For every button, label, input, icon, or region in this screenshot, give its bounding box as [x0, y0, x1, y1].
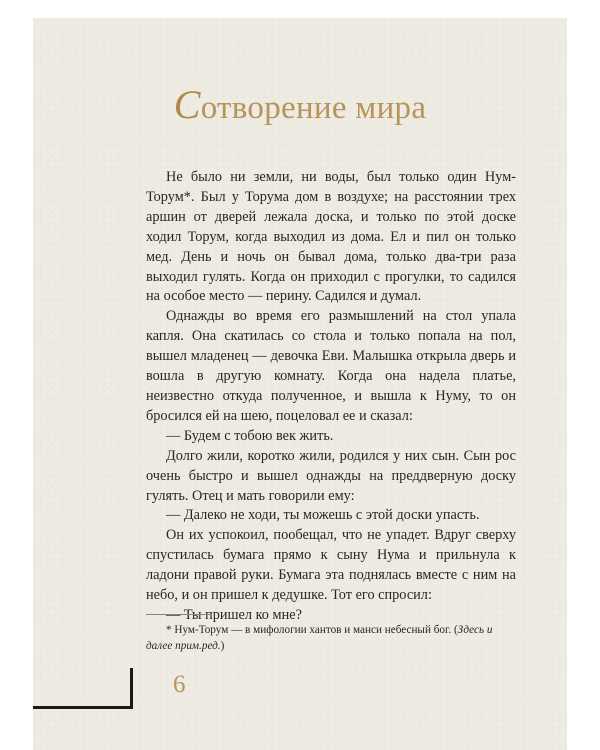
corner-ornament-vertical — [130, 668, 133, 709]
footnote-italic: Здесь и далее прим.ред. — [146, 624, 493, 652]
dialog-line-3: — Ты пришел ко мне? — [166, 606, 302, 623]
footnote-close: ) — [220, 640, 225, 652]
dialog-line-1: — Будем с тобою век жить. — [166, 427, 334, 444]
chapter-title — [33, 81, 567, 128]
dialog-line-2: — Далеко не ходи, ты можешь с этой доски упасть. — [166, 507, 480, 524]
footnote-divider — [146, 614, 212, 615]
paragraph-1: Не было ни земли, ни воды, был только один Нум-Торум*. Был у Торума дом в воздухе; на расстоянии трех аршин от дверей лежала доска, и только по этой доске ходил Торум, когда выходил из дома. Ел и пил он только мед. День и ночь он бывал дома, только два-три раза выходил гулять. Когда он приходил с прогулки, то садился на особое место — перину. Садился и думал. — [146, 169, 516, 305]
book-page — [33, 18, 567, 750]
title-rest: отворение мира — [200, 90, 427, 126]
page-number: 6 — [173, 671, 186, 698]
title-initial: С — [173, 82, 201, 127]
paragraph-4: Он их успокоил, пообещал, что не упадет. Вдруг сверху спустилась бумага прямо к сыну Нума и прильнула к ладони правой руки. Бумага эта поднялась вместе с ним на небо, и он пришел к дедушке. Тот его спросил: — [146, 527, 516, 604]
paragraph-2: Однажды во время его размышлений на стол упала капля. Она скатилась со стола и только попала на пол, вышел младенец — девочка Еви. Малышка открыла дверь и вошла в другую комнату. Когда она надела платье, неизвестно откуда полученное, и вышла к Нуму, то он бросился ей на шею, поцеловал ее и сказал: — [146, 308, 516, 424]
paragraph-3: Долго жили, коротко жили, родился у них сын. Сын рос очень быстро и вышел однажды на преддверную доску гулять. Отец и мать говорили ему: — [146, 447, 516, 504]
footnote — [146, 622, 516, 654]
corner-ornament-horizontal — [33, 706, 133, 709]
footnote-text: * Нум-Торум — в мифологии хантов и манси небесный бог. ( — [166, 624, 458, 636]
body-text — [146, 168, 516, 626]
